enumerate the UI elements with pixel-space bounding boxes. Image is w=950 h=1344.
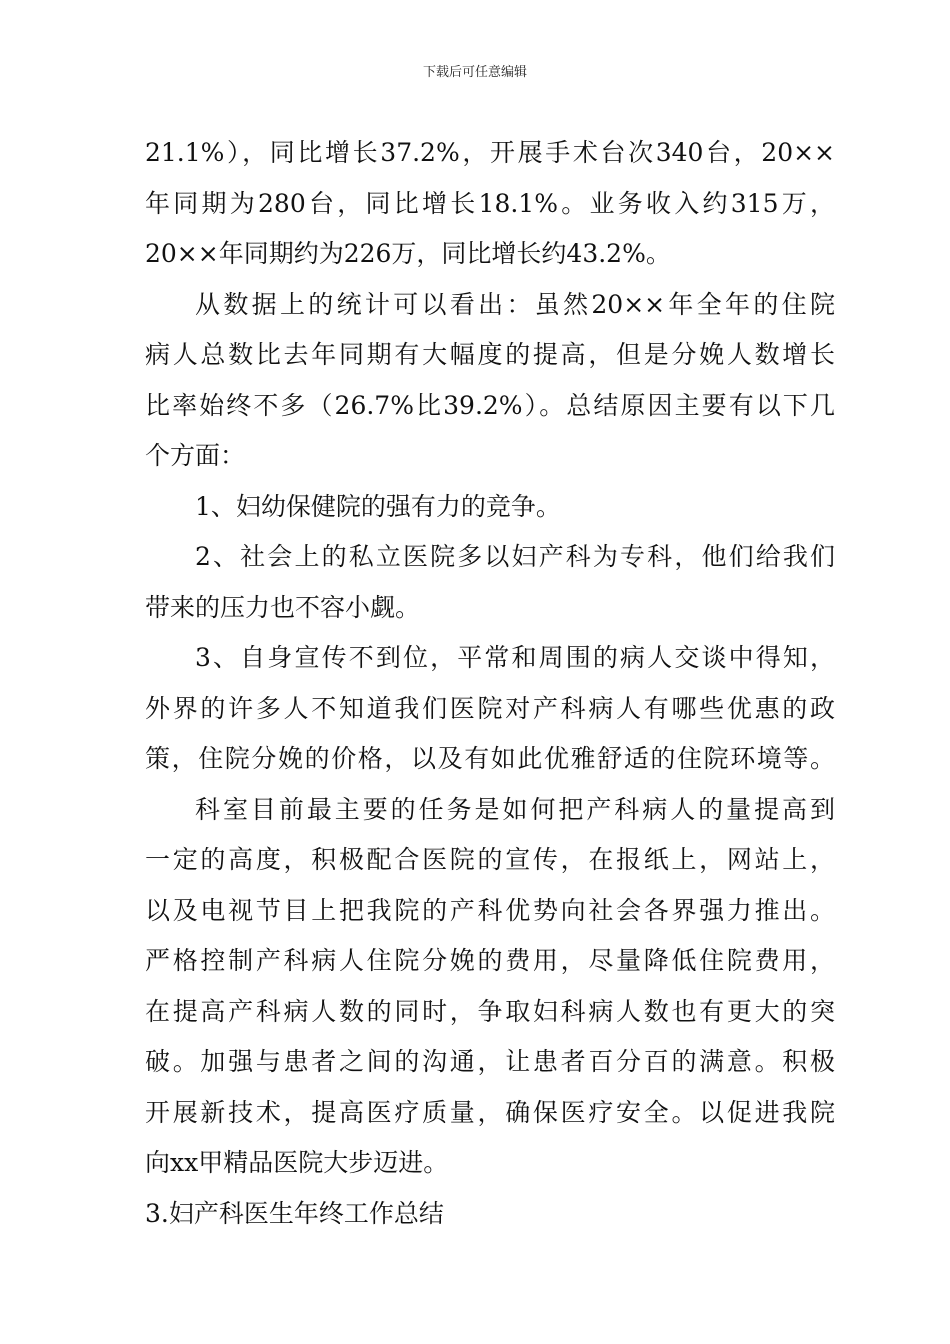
text-line: 比率始终不多（26.7%比39.2%）。总结原因主要有以下几 (145, 390, 835, 420)
text-line: 破。加强与患者之间的沟通，让患者百分百的满意。积极 (145, 1047, 835, 1076)
paragraph-first-line: 科室目前最主要的任务是如何把产科病人的量提高到 (195, 794, 835, 824)
text-line: 21.1%），同比增长37.2%，开展手术台次340台，20×× (145, 138, 835, 167)
text-line: 年同期为280台，同比增长18.1%。业务收入约315万， (145, 188, 835, 218)
text-line: 以及电视节目上把我院的产科优势向社会各界强力推出。 (145, 895, 835, 925)
text-line: 在提高产科病人数的同时，争取妇科病人数也有更大的突 (145, 996, 835, 1026)
section-heading: 3.妇产科医生年终工作总结 (145, 1198, 444, 1228)
list-item-2: 2、社会上的私立医院多以妇产科为专科，他们给我们 (195, 542, 835, 571)
list-item-3: 3、自身宣传不到位，平常和周围的病人交谈中得知， (195, 643, 835, 672)
text-line: 开展新技术，提高医疗质量，确保医疗安全。以促进我院 (145, 1097, 835, 1127)
text-line: 个方面： (145, 441, 246, 470)
document-body (145, 128, 835, 1239)
text-line: 一定的高度，积极配合医院的宣传，在报纸上，网站上， (145, 845, 835, 874)
text-line: 外界的许多人不知道我们医院对产科病人有哪些优惠的政 (145, 693, 835, 723)
text-line: 病人总数比去年同期有大幅度的提高，但是分娩人数增长 (145, 340, 835, 369)
text-line: 向xx甲精品医院大步迈进。 (145, 1148, 449, 1177)
paragraph-first-line: 从数据上的统计可以看出：虽然20××年全年的住院 (195, 289, 835, 319)
page-header: 下载后可任意编辑 (422, 65, 527, 80)
text-line: 严格控制产科病人住院分娩的费用，尽量降低住院费用， (145, 946, 835, 975)
list-item-1: 1、妇幼保健院的强有力的竞争。 (195, 491, 561, 521)
text-line: 带来的压力也不容小觑。 (145, 592, 421, 622)
text-line: 20××年同期约为226万，同比增长约43.2%。 (145, 239, 671, 268)
text-line: 策，住院分娩的价格，以及有如此优雅舒适的住院环境等。 (145, 744, 835, 773)
